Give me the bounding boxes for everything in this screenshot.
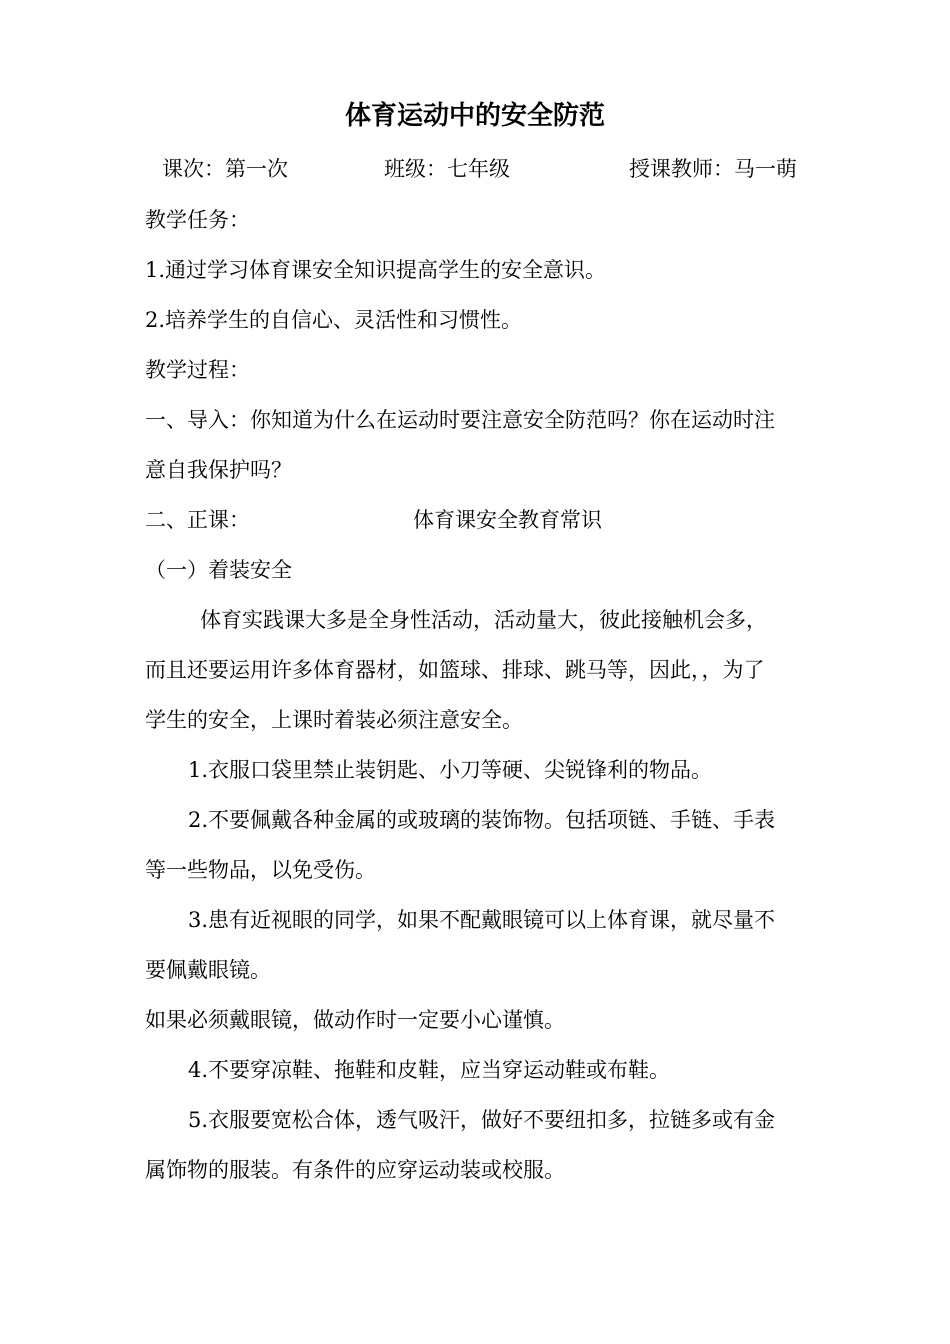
rule-item-3-line-3: 如果必须戴眼镜，做动作时一定要小心谨慎。 xyxy=(145,1008,565,1032)
process-heading: 教学过程： xyxy=(145,358,250,382)
section-heading-dress: （一）着装安全 xyxy=(145,558,292,582)
class-grade: 班级：七年级 xyxy=(384,157,510,181)
document-title: 体育运动中的安全防范 xyxy=(344,101,605,131)
rule-item-5-line-2: 属饰物的服装。有条件的应穿运动装或校服。 xyxy=(145,1158,565,1182)
main-lesson-subject: 体育课安全教育常识 xyxy=(413,508,602,532)
rule-item-4: 4.不要穿凉鞋、拖鞋和皮鞋，应当穿运动鞋或布鞋。 xyxy=(188,1058,671,1082)
main-lesson-row xyxy=(145,506,845,534)
rule-item-3-line-2: 要佩戴眼镜。 xyxy=(145,958,271,982)
intro-line-2: 意自我保护吗？ xyxy=(145,458,292,482)
paragraph-line-2: 而且还要运用许多体育器材，如篮球、排球、跳马等，因此，，为了 xyxy=(145,658,765,682)
intro-line-1: 一、导入：你知道为什么在运动时要注意安全防范吗？你在运动时注 xyxy=(145,408,775,432)
task-heading: 教学任务： xyxy=(145,208,250,232)
paragraph-line-1: 体育实践课大多是全身性活动，活动量大，彼此接触机会多， xyxy=(200,608,767,632)
task-item-2: 2.培养学生的自信心、灵活性和习惯性。 xyxy=(145,308,523,332)
lesson-meta-row xyxy=(0,155,950,185)
paragraph-line-3: 学生的安全，上课时着装必须注意安全。 xyxy=(145,708,523,732)
rule-item-2-line-2: 等一些物品，以免受伤。 xyxy=(145,858,376,882)
teacher-name: 授课教师：马一萌 xyxy=(629,157,797,181)
rule-item-3-line-1: 3.患有近视眼的同学，如果不配戴眼镜可以上体育课，就尽量不 xyxy=(188,908,776,932)
rule-item-5-line-1: 5.衣服要宽松合体，透气吸汗，做好不要纽扣多，拉链多或有金 xyxy=(188,1108,776,1132)
main-lesson-label: 二、正课： xyxy=(145,508,250,532)
rule-item-1: 1.衣服口袋里禁止装钥匙、小刀等硬、尖锐锋利的物品。 xyxy=(188,758,713,782)
lesson-number: 课次：第一次 xyxy=(162,157,288,181)
rule-item-2-line-1: 2.不要佩戴各种金属的或玻璃的装饰物。包括项链、手链、手表 xyxy=(188,808,776,832)
task-item-1: 1.通过学习体育课安全知识提高学生的安全意识。 xyxy=(145,258,607,282)
